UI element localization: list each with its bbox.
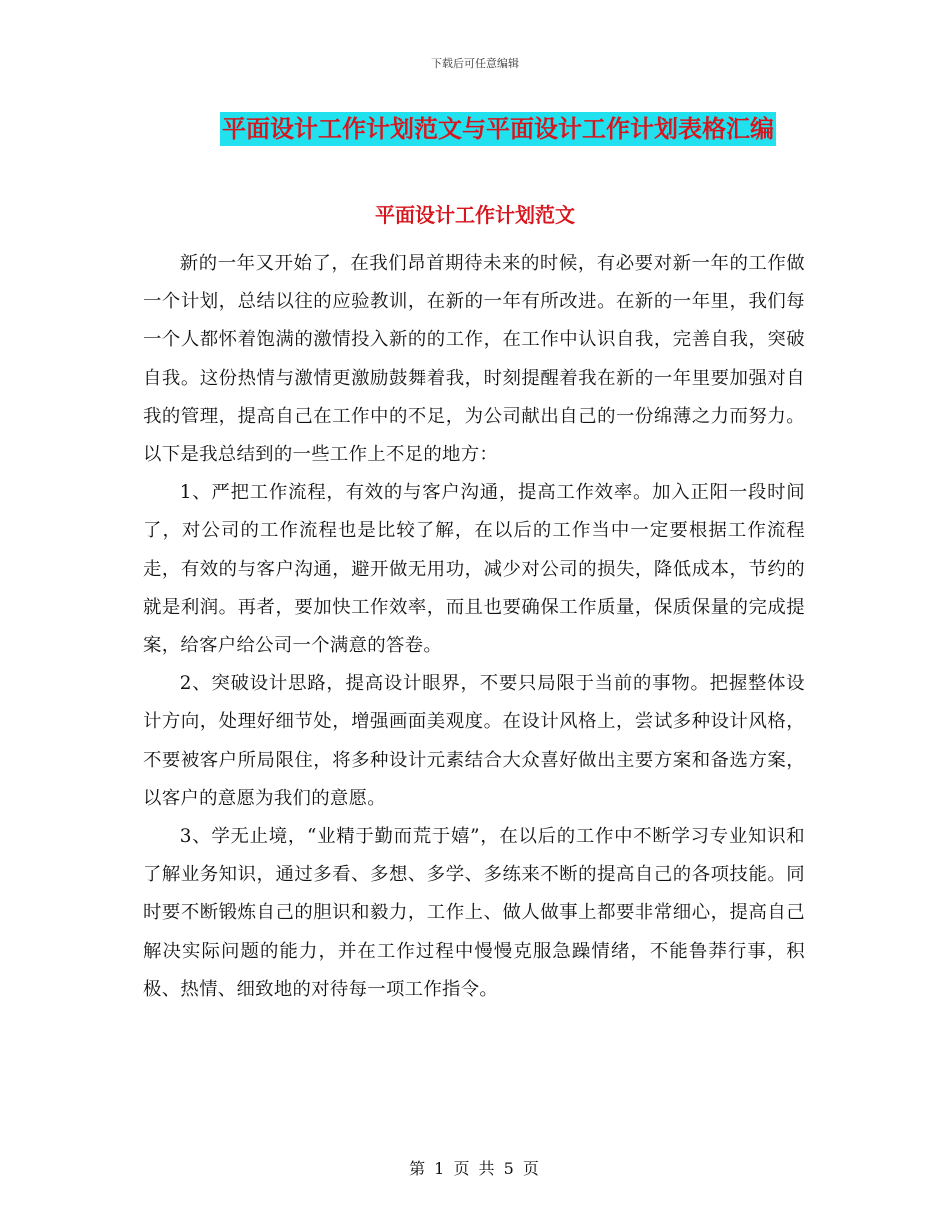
document-body — [143, 245, 805, 1009]
page-footer: 第 1 页 共 5 页 — [409, 1159, 541, 1178]
main-title-container — [0, 112, 950, 146]
main-title: 平面设计工作计划范文与平面设计工作计划表格汇编 — [220, 112, 776, 146]
paragraph-item-3: 3、学无止境，“业精于勤而荒于嬉”，在以后的工作中不断学习专业知识和了解业务知识，通过多看、多想、多学、多练来不断的提高自己的各项技能。同时要不断锻炼自己的胆识和毅力，工作上、做人做事上都要非常细心，提高自己解决实际问题的能力，并在工作过程中慢慢克服急躁情绪，不能鲁莽行事，积极、热情、细致地的对待每一项工作指令。 — [143, 826, 805, 1000]
header-note: 下载后可任意编辑 — [431, 57, 519, 70]
paragraph-item-1: 1、严把工作流程，有效的与客户沟通，提高工作效率。加入正阳一段时间了，对公司的工作流程也是比较了解，在以后的工作当中一定要根据工作流程走，有效的与客户沟通，避开做无用功，减少对公司的损失，降低成本，节约的就是利润。再者，要加快工作效率，而且也要确保工作质量，保质保量的完成提案，给客户给公司一个满意的答卷。 — [143, 482, 805, 657]
section-title: 平面设计工作计划范文 — [375, 203, 575, 227]
paragraph-intro: 新的一年又开始了，在我们昂首期待未来的时候，有必要对新一年的工作做一个计划，总结以往的应验教训，在新的一年有所改进。在新的一年里，我们每一个人都怀着饱满的激情投入新的的工作，在工作中认识自我，完善自我，突破自我。这份热情与激情更激励鼓舞着我，时刻提醒着我在新的一年里要加强对自我的管理，提高自己在工作中的不足，为公司献出自己的一份绵薄之力而努力。以下是我总结到的一些工作上不足的地方： — [143, 253, 805, 466]
paragraph-item-2: 2、突破设计思路，提高设计眼界，不要只局限于当前的事物。把握整体设计方向，处理好细节处，增强画面美观度。在设计风格上，尝试多种设计风格，不要被客户所局限住，将多种设计元素结合大众喜好做出主要方案和备选方案，以客户的意愿为我们的意愿。 — [143, 673, 805, 809]
